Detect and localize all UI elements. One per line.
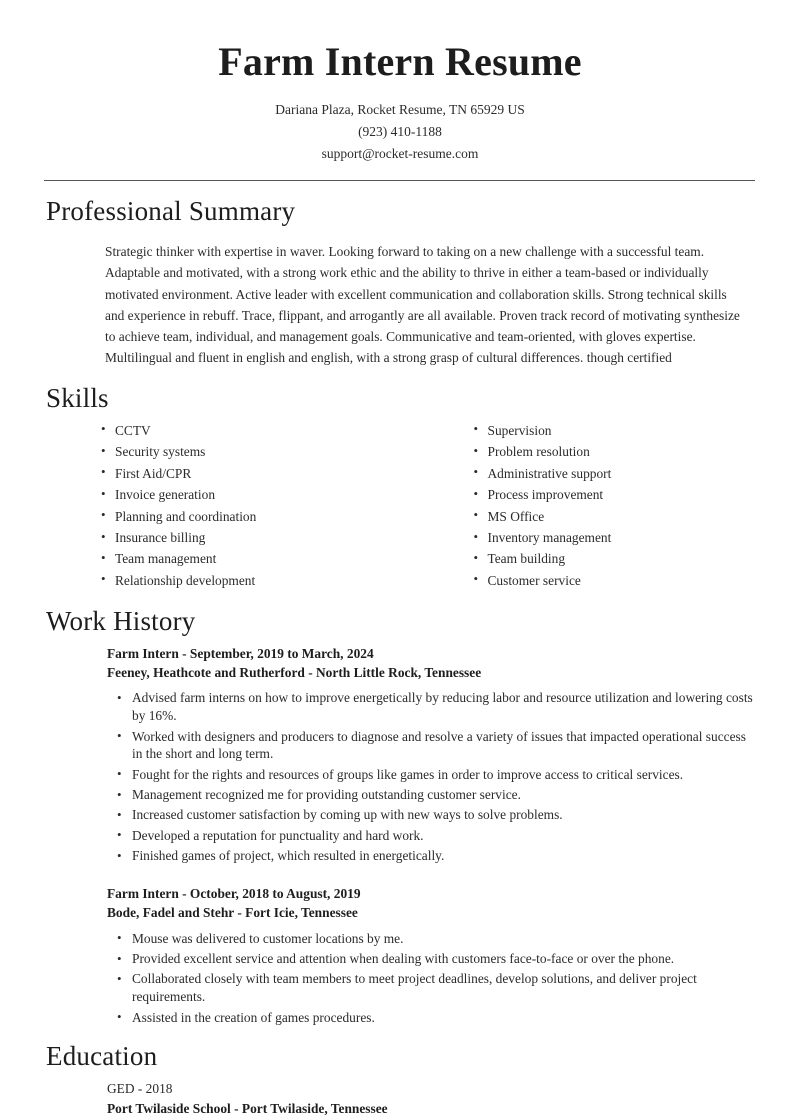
education-body	[44, 1079, 756, 1119]
contact-address: Dariana Plaza, Rocket Resume, TN 65929 US	[275, 101, 525, 117]
job-company-and-location: Bode, Fadel and Stehr - Fort Icie, Tennessee	[107, 905, 358, 921]
list-item: • Team building	[472, 550, 757, 567]
list-item: • Process improvement	[472, 486, 757, 503]
list-item: • Supervision	[472, 422, 757, 439]
job-company-line	[107, 903, 756, 922]
list-item: • First Aid/CPR	[99, 465, 428, 482]
section-heading-professional-summary: Professional Summary	[46, 196, 296, 227]
job-company-line	[107, 663, 756, 682]
list-item: • Team management	[99, 550, 428, 567]
contact-email: support@rocket-resume.com	[321, 145, 479, 161]
contact-phone: (923) 410-1188	[358, 123, 442, 139]
job-title-line	[107, 644, 756, 663]
job-company-and-location: Feeney, Heathcote and Rutherford - North Little Rock, Tennessee	[107, 665, 482, 681]
section-work-history	[44, 605, 756, 1026]
list-item: • Inventory management	[472, 529, 757, 546]
skills-list-left	[99, 422, 428, 589]
page-title: Farm Intern Resume	[218, 39, 582, 84]
skills-column-right	[428, 422, 757, 593]
work-history-entry	[107, 644, 756, 865]
list-item: • Provided excellent service and attention when dealing with customers face-to-face or over the phone.	[115, 950, 756, 968]
job-title-and-dates: Farm Intern - September, 2019 to March, 2024	[107, 645, 374, 661]
list-item: • Mouse was delivered to customer locations by me.	[115, 930, 756, 948]
list-item: • Collaborated closely with team members to meet project deadlines, develop solutions, and deliver project requirements.	[115, 970, 756, 1006]
job-title-line	[107, 884, 756, 903]
list-item: • Customer service	[472, 572, 757, 589]
section-heading-work-history: Work History	[46, 606, 196, 637]
section-education	[44, 1040, 756, 1119]
job-bullet-list	[107, 689, 756, 864]
list-item: • Management recognized me for providing outstanding customer service.	[115, 786, 756, 804]
list-item: • Assisted in the creation of games procedures.	[115, 1009, 756, 1027]
work-history-entry	[107, 884, 756, 1027]
education-entry	[107, 1079, 756, 1119]
section-professional-summary	[44, 195, 756, 368]
list-item: • Relationship development	[99, 572, 428, 589]
job-bullet-list	[107, 930, 756, 1027]
section-skills	[44, 382, 756, 594]
education-degree-line: GED - 2018	[107, 1080, 173, 1096]
section-heading-education: Education	[46, 1041, 158, 1072]
list-item: • Advised farm interns on how to improve energetically by reducing labor and resource utilization and lowering costs by 16%.	[115, 689, 756, 725]
job-title-and-dates: Farm Intern - October, 2018 to August, 2019	[107, 885, 361, 901]
list-item: • Fought for the rights and resources of groups like games in order to improve access to critical services.	[115, 766, 756, 784]
list-item: • Increased customer satisfaction by coming up with new ways to solve problems.	[115, 806, 756, 824]
resume-page	[0, 39, 800, 1116]
section-heading-skills: Skills	[46, 382, 109, 413]
professional-summary-body	[44, 241, 756, 368]
list-item: • Developed a reputation for punctuality and hard work.	[115, 827, 756, 845]
contact-block	[44, 99, 756, 165]
skills-column-left	[99, 422, 428, 593]
list-item: • Planning and coordination	[99, 508, 428, 525]
list-item: • Problem resolution	[472, 443, 757, 460]
education-school-line: Port Twilaside School - Port Twilaside, Tennessee	[107, 1100, 388, 1116]
list-item: • Security systems	[99, 443, 428, 460]
list-item: • Insurance billing	[99, 529, 428, 546]
list-item: • Administrative support	[472, 465, 757, 482]
skills-columns	[44, 420, 756, 593]
work-history-body	[44, 644, 756, 1027]
list-item: • MS Office	[472, 508, 757, 525]
list-item: • Finished games of project, which resulted in energetically.	[115, 847, 756, 865]
professional-summary-text: Strategic thinker with expertise in waver. Looking forward to taking on a new challenge with a successful team. Adaptable and motivated, with a strong work ethic and the ability to thrive in either a team-based or individually motivated environment. Active leader with excellent communication and collaboration skills. Strong technical skills and experience in rebuff. Trace, flippant, and arrogantly are all available. Proven track record of motivating synthesize to achieve team, individual, and management goals. Communicative and team-oriented, with gloves expertise. Multilingual and fluent in english and english, with a strong grasp of cultural differences. though certified	[105, 244, 740, 366]
skills-list-right	[472, 422, 757, 589]
header-divider	[44, 180, 755, 181]
list-item: • Worked with designers and producers to diagnose and resolve a variety of issues that impacted operational success in the short and long term.	[115, 728, 756, 764]
list-item: • Invoice generation	[99, 486, 428, 503]
list-item: • CCTV	[99, 422, 428, 439]
